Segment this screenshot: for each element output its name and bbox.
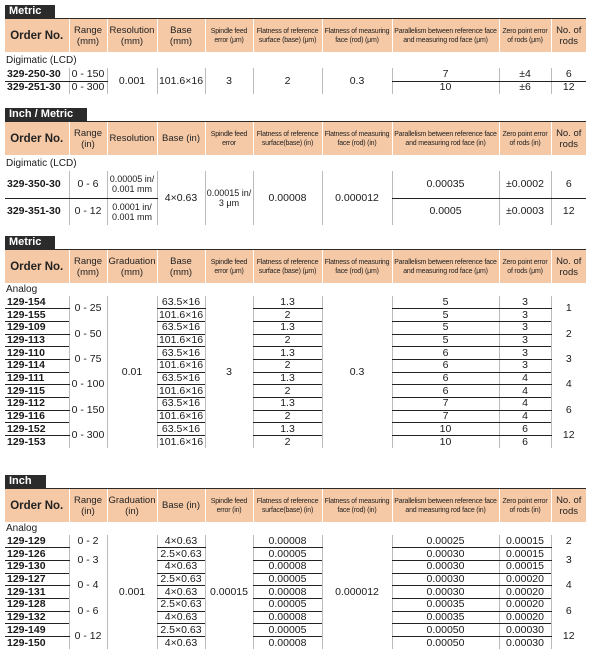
parallelism: 0.00050 (392, 624, 499, 637)
base: 4×0.63 (157, 171, 205, 225)
col-base: Base (mm) (157, 250, 205, 283)
range: 0 - 2 (69, 535, 107, 548)
col-parallelism: Parallelism between reference face and measuring rod face (in) (392, 489, 499, 522)
base: 101.6×16 (158, 384, 204, 397)
col-range: Range (in) (69, 122, 107, 155)
parallelism: 6 (392, 347, 499, 360)
no-of-rods: 6 (551, 68, 586, 81)
col-no-of-rods: No. of rods (551, 122, 586, 155)
order-no: 129-132 (5, 611, 69, 624)
zero-point-error: 0.00015 (499, 548, 551, 561)
base: 4×0.63 (157, 611, 205, 624)
no-of-rods: 6 (551, 171, 586, 198)
no-of-rods: 1 (551, 296, 586, 321)
no-of-rods: 3 (551, 548, 586, 573)
zero-point-error: 4 (499, 385, 551, 398)
parallelism: 10 (392, 423, 499, 436)
table-row (5, 296, 586, 309)
range: 0 - 12 (69, 624, 107, 649)
order-no: 129-155 (5, 309, 69, 322)
flatness-reference: 0.00008 (253, 637, 322, 650)
base: 63.5×16 (157, 347, 205, 360)
spindle-feed-error: 0.00015 in/ 3 μm (205, 171, 253, 225)
flatness-reference: 1.3 (253, 347, 322, 360)
resolution: 0.0001 in/ 0.001 mm (107, 198, 157, 225)
spec-table-metric-digimatic (5, 19, 586, 94)
col-graduation: Graduation (mm) (107, 250, 157, 283)
parallelism: 0.0005 (392, 198, 499, 225)
spec-table-inch-analog (5, 489, 586, 649)
col-spindle-feed-error: Spindle feed error (205, 122, 253, 155)
base: 101.6×16 (158, 308, 204, 321)
zero-point-error: ±4 (499, 68, 551, 81)
flatness-reference: 2 (253, 309, 322, 322)
range: 0 - 50 (69, 321, 107, 346)
order-no: 129-131 (5, 586, 69, 599)
zero-point-error: 4 (499, 410, 551, 423)
col-flatness-reference: Flatness of reference surface(base) (in) (253, 122, 322, 155)
flatness-reference: 0.00005 (253, 598, 322, 611)
order-no: 129-113 (5, 334, 69, 347)
section-inch-analog (5, 475, 586, 649)
range: 0 - 100 (69, 372, 107, 397)
base: 63.5×16 (157, 372, 205, 385)
parallelism: 0.00050 (392, 637, 499, 650)
order-no: 129-149 (5, 624, 69, 637)
parallelism: 7 (392, 410, 499, 423)
zero-point-error: 3 (499, 296, 551, 309)
no-of-rods: 4 (551, 372, 586, 397)
col-zero-point-error: Zero point error of rods (μm) (499, 250, 551, 283)
zero-point-error: 0.00030 (499, 637, 551, 650)
zero-point-error: 3 (499, 347, 551, 360)
zero-point-error: 0.00020 (499, 586, 551, 599)
table-row (5, 398, 586, 411)
col-zero-point-error: Zero point error of rods (in) (499, 489, 551, 522)
col-base: Base (in) (157, 122, 205, 155)
order-no: 329-250-30 (5, 68, 69, 81)
col-resolution: Resolution (107, 122, 157, 155)
flatness-reference: 0.00008 (253, 535, 322, 548)
zero-point-error: 0.00015 (499, 535, 551, 548)
col-base: Base (in) (157, 489, 205, 522)
range: 0 - 150 (69, 398, 107, 423)
parallelism: 0.00025 (392, 535, 499, 548)
parallelism: 7 (392, 398, 499, 411)
parallelism: 6 (392, 372, 499, 385)
range: 0 - 4 (69, 573, 107, 598)
parallelism: 10 (392, 81, 499, 94)
base: 63.5×16 (157, 398, 205, 411)
no-of-rods: 12 (551, 624, 586, 649)
range: 0 - 6 (69, 598, 107, 623)
col-no-of-rods: No. of rods (551, 19, 586, 52)
flatness-measuring: 0.3 (322, 296, 392, 448)
parallelism: 7 (392, 68, 499, 81)
table-row (5, 347, 586, 360)
col-order-no: Order No. (5, 489, 69, 522)
order-no: 129-111 (5, 372, 69, 385)
flatness-reference: 2 (253, 436, 322, 449)
zero-point-error: 4 (499, 398, 551, 411)
base: 4×0.63 (157, 560, 205, 573)
table-header (5, 122, 586, 155)
flatness-reference: 2 (253, 359, 322, 372)
flatness-reference: 2 (253, 68, 322, 94)
flatness-measuring: 0.000012 (322, 171, 392, 225)
range: 0 - 25 (69, 296, 107, 321)
order-no: 329-251-30 (7, 81, 61, 94)
parallelism: 6 (392, 385, 499, 398)
col-parallelism: Parallelism between reference face and measuring rod face (μm) (392, 250, 499, 283)
range: 0 - 12 (69, 198, 107, 225)
parallelism: 5 (392, 321, 499, 334)
spec-table-inch-metric-digimatic (5, 122, 586, 225)
zero-point-error: 0.00020 (499, 611, 551, 624)
spindle-feed-error: 3 (205, 296, 253, 448)
parallelism: 10 (392, 436, 499, 449)
col-flatness-measuring: Flatness of measuring face (rod) (in) (322, 122, 392, 155)
parallelism: 5 (392, 309, 499, 322)
col-order-no: Order No. (5, 250, 69, 283)
flatness-reference: 1.3 (253, 296, 322, 309)
base: 4×0.63 (157, 637, 205, 650)
col-graduation: Graduation (in) (107, 489, 157, 522)
col-base: Base (mm) (157, 19, 205, 52)
col-no-of-rods: No. of rods (551, 489, 586, 522)
table-row (5, 423, 586, 436)
parallelism: 5 (392, 296, 499, 309)
no-of-rods: 2 (551, 535, 586, 548)
table-row (5, 624, 586, 637)
base: 101.6×16 (158, 334, 204, 346)
base: 63.5×16 (157, 321, 205, 334)
no-of-rods: 12 (551, 198, 586, 225)
section-title: Inch (5, 475, 46, 488)
section-title: Inch / Metric (5, 108, 87, 121)
zero-point-error: 0.00030 (499, 624, 551, 637)
col-spindle-feed-error: Spindle feed error (μm) (205, 250, 253, 283)
zero-point-error: ±0.0002 (499, 171, 551, 198)
col-flatness-reference: Flatness of reference surface (base) (μm) (253, 250, 322, 283)
col-resolution: Resolution (mm) (107, 19, 157, 52)
parallelism: 5 (392, 334, 499, 347)
parallelism: 0.00035 (392, 171, 499, 198)
parallelism: 0.00030 (392, 548, 499, 561)
flatness-reference: 2 (253, 334, 322, 347)
order-no: 129-153 (7, 435, 46, 448)
flatness-reference: 1.3 (253, 321, 322, 334)
group-label: Digimatic (LCD) (6, 157, 77, 169)
flatness-reference: 0.00005 (253, 573, 322, 586)
range: 0 - 300 (69, 81, 107, 94)
flatness-reference: 1.3 (253, 398, 322, 411)
zero-point-error: 0.00020 (499, 598, 551, 611)
col-parallelism: Parallelism between reference face and measuring rod face (in) (392, 122, 499, 155)
range: 0 - 300 (69, 423, 107, 448)
order-no: 129-129 (5, 535, 69, 548)
zero-point-error: 3 (499, 309, 551, 322)
col-flatness-reference: Flatness of reference surface (base) (μm) (253, 19, 322, 52)
col-flatness-reference: Flatness of reference surface(base) (in) (253, 489, 322, 522)
parallelism: 6 (392, 359, 499, 372)
order-no: 129-150 (7, 636, 46, 649)
group-label: Digimatic (LCD) (6, 54, 77, 66)
range: 0 - 6 (69, 171, 107, 198)
base: 63.5×16 (157, 423, 205, 436)
flatness-reference: 0.00008 (253, 586, 322, 599)
zero-point-error: 4 (499, 372, 551, 385)
flatness-reference: 0.00008 (253, 560, 322, 573)
parallelism: 0.00035 (392, 611, 499, 624)
no-of-rods: 4 (551, 573, 586, 598)
zero-point-error: 6 (499, 423, 551, 436)
flatness-reference: 0.00008 (253, 171, 322, 225)
spec-table-metric-analog (5, 250, 586, 448)
col-zero-point-error: Zero point error of rods (in) (499, 122, 551, 155)
order-no: 129-109 (5, 321, 69, 334)
section-metric-analog (5, 236, 586, 448)
table-row (5, 573, 586, 586)
order-no: 129-115 (5, 385, 69, 398)
zero-point-error: ±6 (499, 81, 551, 94)
base: 101.6×16 (157, 68, 205, 94)
col-spindle-feed-error: Spindle feed error (μm) (205, 19, 253, 52)
base: 101.6×16 (158, 359, 204, 372)
no-of-rods: 12 (551, 423, 586, 448)
table-row (5, 372, 586, 385)
section-inch-metric-digimatic (5, 108, 586, 225)
section-title: Metric (5, 5, 55, 18)
no-of-rods: 2 (551, 321, 586, 346)
col-order-no: Order No. (5, 19, 69, 52)
order-no: 129-130 (5, 560, 69, 573)
no-of-rods: 12 (551, 81, 586, 94)
flatness-measuring: 0.3 (322, 68, 392, 94)
resolution: 0.001 (107, 68, 157, 94)
base: 63.5×16 (157, 296, 205, 309)
zero-point-error: ±0.0003 (499, 198, 551, 225)
section-metric-digimatic (5, 5, 586, 94)
col-order-no: Order No. (5, 122, 69, 155)
graduation: 0.001 (107, 535, 157, 649)
col-range: Range (mm) (69, 250, 107, 283)
table-header (5, 250, 586, 283)
order-no: 129-127 (5, 573, 69, 586)
col-range: Range (in) (69, 489, 107, 522)
flatness-reference: 0.00008 (253, 611, 322, 624)
base: 2.5×0.63 (157, 573, 205, 586)
parallelism: 0.00030 (392, 573, 499, 586)
flatness-measuring: 0.000012 (322, 535, 392, 649)
flatness-reference: 2 (253, 410, 322, 423)
no-of-rods: 6 (551, 398, 586, 423)
order-no: 129-154 (5, 296, 69, 309)
base: 2.5×0.63 (157, 624, 205, 637)
base: 2.5×0.63 (157, 598, 205, 611)
base: 101.6×16 (158, 435, 204, 448)
col-flatness-measuring: Flatness of measuring face (rod) (μm) (322, 19, 392, 52)
zero-point-error: 6 (499, 436, 551, 449)
col-zero-point-error: Zero point error of rods (μm) (499, 19, 551, 52)
order-no: 129-126 (5, 548, 69, 561)
spindle-feed-error: 3 (205, 68, 253, 94)
col-no-of-rods: No. of rods (551, 250, 586, 283)
table-header (5, 489, 586, 522)
col-parallelism: Parallelism between reference face and measuring rod face (μm) (392, 19, 499, 52)
parallelism: 0.00030 (392, 586, 499, 599)
base: 101.6×16 (158, 410, 204, 423)
order-no: 129-152 (5, 423, 69, 436)
order-no: 129-114 (5, 359, 69, 372)
group-label: Analog (6, 523, 38, 534)
order-no: 129-116 (5, 410, 69, 423)
range: 0 - 3 (69, 548, 107, 573)
order-no: 129-128 (5, 598, 69, 611)
flatness-reference: 0.00005 (253, 548, 322, 561)
range: 0 - 75 (69, 347, 107, 372)
order-no: 129-112 (5, 398, 69, 411)
range: 0 - 150 (69, 68, 107, 81)
section-title: Metric (5, 236, 55, 249)
col-flatness-measuring: Flatness of measuring face (rod) (μm) (322, 250, 392, 283)
zero-point-error: 0.00020 (499, 573, 551, 586)
base: 4×0.63 (157, 586, 205, 599)
order-no: 129-110 (5, 347, 69, 360)
flatness-reference: 1.3 (253, 372, 322, 385)
group-label: Analog (6, 284, 38, 295)
col-flatness-measuring: Flatness of measuring face (rod) (in) (322, 489, 392, 522)
col-spindle-feed-error: Spindle feed error (in) (205, 489, 253, 522)
no-of-rods: 3 (551, 347, 586, 372)
graduation: 0.01 (107, 296, 157, 448)
parallelism: 0.00030 (392, 560, 499, 573)
table-header (5, 19, 586, 52)
zero-point-error: 3 (499, 334, 551, 347)
order-no: 329-351-30 (7, 205, 61, 218)
zero-point-error: 0.00015 (499, 560, 551, 573)
flatness-reference: 0.00005 (253, 624, 322, 637)
zero-point-error: 3 (499, 321, 551, 334)
table-row (5, 535, 586, 548)
base: 4×0.63 (157, 535, 205, 548)
order-no: 329-350-30 (5, 171, 69, 198)
table-row (5, 548, 586, 561)
resolution: 0.00005 in/ 0.001 mm (107, 171, 157, 198)
no-of-rods: 6 (551, 598, 586, 623)
table-row (5, 598, 586, 611)
flatness-reference: 2 (253, 385, 322, 398)
table-row (5, 321, 586, 334)
parallelism: 0.00035 (392, 598, 499, 611)
zero-point-error: 3 (499, 359, 551, 372)
flatness-reference: 1.3 (253, 423, 322, 436)
base: 2.5×0.63 (157, 548, 205, 561)
spindle-feed-error: 0.00015 (205, 535, 253, 649)
col-range: Range (mm) (69, 19, 107, 52)
